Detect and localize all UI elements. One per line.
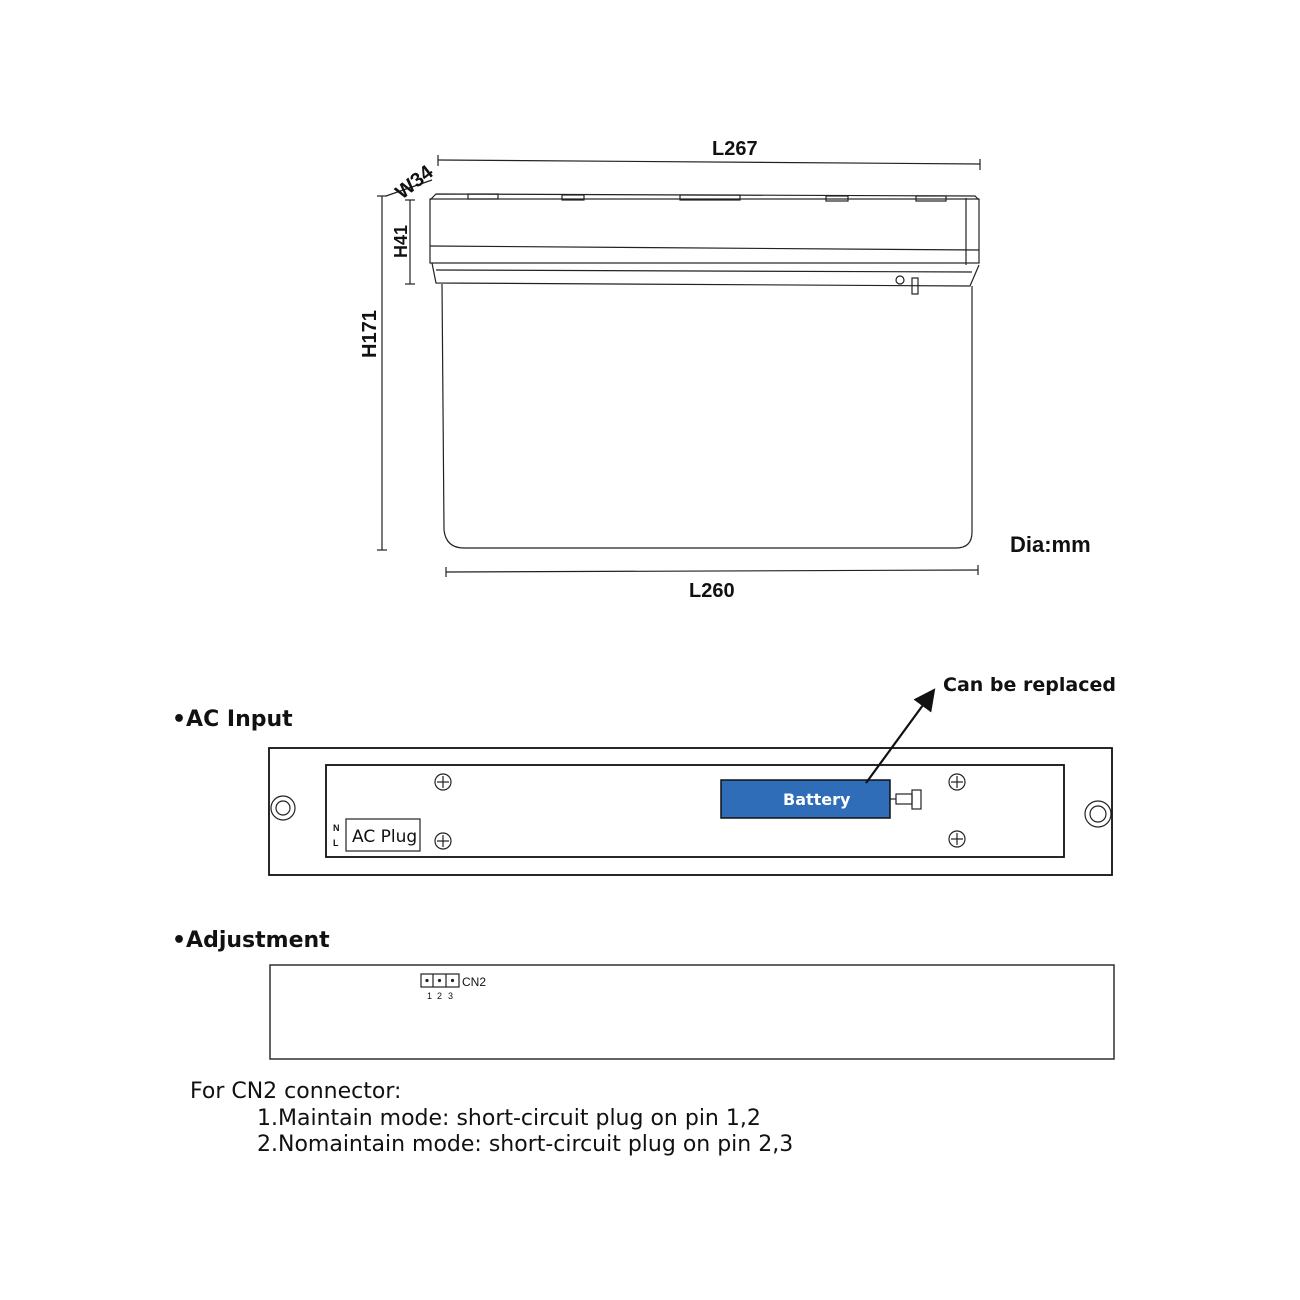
dim-w34-label: W34 bbox=[391, 161, 438, 204]
screw-icon bbox=[949, 831, 965, 847]
dim-h41-label: H41 bbox=[391, 224, 411, 258]
housing-body bbox=[430, 199, 979, 263]
screw-icon bbox=[435, 833, 451, 849]
ac-inner-board bbox=[326, 765, 1064, 857]
instruction-maintain: 1.Maintain mode: short-circuit plug on pin 1,2 bbox=[257, 1106, 761, 1131]
screw-icon bbox=[435, 774, 451, 790]
pin-1-label: 1 bbox=[427, 991, 433, 1001]
housing-inner-line bbox=[436, 270, 972, 272]
dim-l267-line bbox=[438, 160, 980, 164]
pin-l-label: L bbox=[333, 838, 339, 848]
housing-line bbox=[430, 246, 979, 250]
ac-input-section bbox=[172, 674, 1116, 875]
pin-2-label: 2 bbox=[437, 991, 443, 1001]
cn2-connector bbox=[421, 974, 459, 987]
mount-hole-left bbox=[271, 796, 295, 820]
pin-3-label: 3 bbox=[448, 991, 454, 1001]
acrylic-panel bbox=[442, 284, 972, 548]
adjustment-board bbox=[270, 965, 1114, 1059]
exit-sign-drawing bbox=[359, 138, 1091, 602]
dim-l260-line bbox=[446, 570, 978, 572]
battery-connector bbox=[896, 794, 912, 804]
adjustment-section bbox=[172, 928, 1114, 1059]
cn2-instructions bbox=[190, 1079, 793, 1157]
instruction-nomaintain: 2.Nomaintain mode: short-circuit plug on pin 2,3 bbox=[257, 1132, 794, 1157]
pin-n-label: N bbox=[333, 823, 340, 833]
ac-outer-plate bbox=[269, 748, 1112, 875]
adjustment-title: •Adjustment bbox=[172, 928, 330, 953]
dim-l267-label: L267 bbox=[712, 138, 758, 160]
dim-l260-label: L260 bbox=[689, 580, 735, 602]
instructions-heading: For CN2 connector: bbox=[190, 1079, 402, 1104]
battery-label: Battery bbox=[783, 790, 851, 809]
replace-note: Can be replaced bbox=[943, 674, 1116, 696]
mount-hole-right bbox=[1085, 801, 1111, 827]
screw-icon bbox=[949, 774, 965, 790]
unit-note: Dia:mm bbox=[1010, 532, 1091, 557]
replace-arrow bbox=[866, 690, 934, 783]
indicator-led bbox=[896, 276, 904, 284]
cn2-label: CN2 bbox=[462, 975, 487, 989]
ac-input-title: •AC Input bbox=[172, 707, 293, 732]
ac-plug-label: AC Plug bbox=[352, 827, 418, 847]
dim-h171-label: H171 bbox=[359, 310, 381, 358]
